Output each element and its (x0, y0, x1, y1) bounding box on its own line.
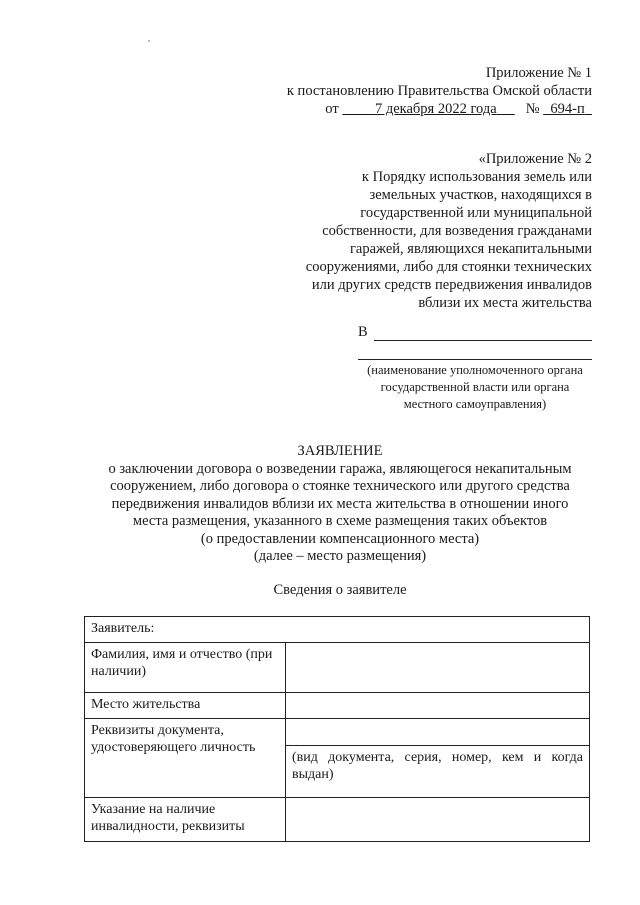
addressee-label: В (358, 324, 368, 340)
decree-number: 694-п (550, 101, 585, 117)
id-document-hint: (вид документа, серия, номер, кем и когда выдан) (286, 746, 590, 798)
number-label: № (525, 101, 540, 117)
addressee-block (358, 324, 592, 413)
id-document-label: Реквизиты документа, удостоверяющего личность (85, 719, 286, 798)
statement-line: сооружением, либо договора о стоянке технического или другого средства (110, 478, 570, 494)
appendix-2-line: земельных участков, находящихся в (369, 187, 592, 203)
appendix-2-line: гаражей, являющихся некапитальными (349, 241, 592, 257)
appendix-2-line: или других средств передвижения инвалидов (311, 277, 592, 293)
table-row (85, 693, 590, 719)
table-row (85, 798, 590, 842)
full-name-field[interactable] (286, 643, 590, 693)
residence-label: Место жительства (85, 693, 286, 719)
statement-line: передвижения инвалидов вблизи их места жительства в отношении иного (111, 495, 569, 512)
table-row (85, 617, 590, 643)
addressee-field[interactable] (374, 326, 592, 341)
statement-heading: ЗАЯВЛЕНИЕ (297, 443, 383, 459)
appendix-2-line: «Приложение № 2 (478, 151, 592, 167)
appendix-1-title: Приложение № 1 (485, 65, 592, 81)
table-row (85, 719, 590, 746)
statement-line: места размещения, указанного в схеме размещения таких объектов (132, 513, 548, 529)
addressee-line (358, 324, 592, 341)
addressee-note: (наименование уполномоченного органа государственной власти или органа местного самоуправления) (367, 363, 583, 411)
statement-line: о заключении договора о возведении гаража, являющегося некапитальным (108, 460, 572, 477)
applicant-table (84, 616, 590, 842)
appendix-1-decree: к постановлению Правительства Омской области (286, 83, 592, 99)
appendix-2-line: государственной или муниципальной (360, 205, 592, 221)
appendix-2-line: к Порядку использования земель или (361, 169, 592, 185)
statement-title-block (60, 443, 620, 566)
appendix-2-header (306, 150, 592, 312)
id-document-field[interactable] (286, 719, 590, 746)
disability-field[interactable] (286, 798, 590, 842)
addressee-field-2[interactable] (358, 351, 592, 360)
appendix-2-line: сооружениями, либо для стоянки технических (305, 259, 592, 275)
statement-line: (далее – место размещения) (253, 548, 427, 564)
applicant-info-title: Сведения о заявителе (273, 582, 407, 598)
from-label: от (325, 101, 339, 117)
residence-field[interactable] (286, 693, 590, 719)
statement-line: (о предоставлении компенсационного места) (200, 530, 480, 547)
applicant-header-cell: Заявитель: (85, 617, 590, 643)
appendix-1-header (287, 64, 592, 118)
full-name-label: Фамилия, имя и отчество (при наличии) (85, 643, 286, 693)
table-row (85, 643, 590, 693)
decree-date: 7 декабря 2022 года (374, 101, 497, 117)
appendix-1-date-line (287, 100, 592, 118)
appendix-2-line: вблизи их места жительства (418, 295, 592, 311)
scan-mark (148, 40, 150, 42)
disability-label: Указание на наличие инвалидности, реквизиты (85, 798, 286, 842)
appendix-2-line: собственности, для возведения гражданами (322, 223, 592, 239)
